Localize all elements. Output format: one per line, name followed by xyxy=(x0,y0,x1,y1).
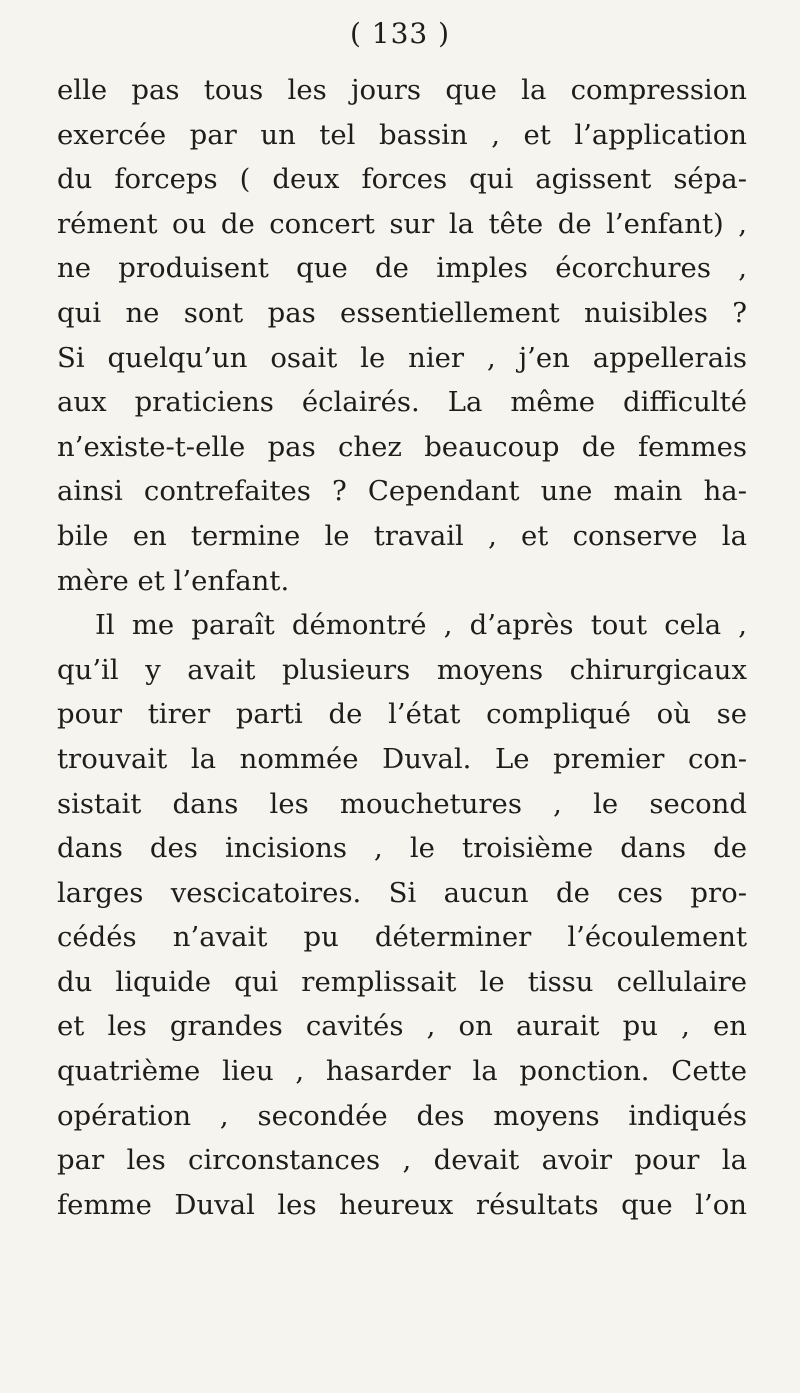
text-line: mère et l’enfant. xyxy=(57,564,290,597)
text-line: Il me paraît démontré , d’après tout cela , xyxy=(95,609,747,642)
text-line: trouvait la nommée Duval. Le premier con- xyxy=(57,742,747,775)
text-line: opération , secondée des moyens indiqués xyxy=(57,1099,747,1132)
text-line: rément ou de concert sur la tête de l’enfant) , xyxy=(57,207,747,240)
text-line: elle pas tous les jours que la compression xyxy=(57,74,747,106)
text-line: exercée par un tel bassin , et l’application xyxy=(57,118,747,151)
text-line: du forceps ( deux forces qui agissent sépa- xyxy=(57,163,747,196)
text-line: pour tirer parti de l’état compliqué où se xyxy=(57,698,747,731)
page-number: ( 133 ) xyxy=(349,17,451,50)
text-line: dans des incisions , le troisième dans de xyxy=(57,832,747,865)
body-text xyxy=(57,68,747,1227)
text-line: qu’il y avait plusieurs moyens chirurgicaux xyxy=(57,653,747,686)
text-line: n’existe-t-elle pas chez beaucoup de femmes xyxy=(57,430,747,463)
text-line: sistait dans les mouchetures , le second xyxy=(57,787,747,820)
text-line: qui ne sont pas essentiellement nuisibles ? xyxy=(57,296,747,329)
text-line: ne produisent que de imples écorchures , xyxy=(57,252,747,285)
text-line: cédés n’avait pu déterminer l’écoulement xyxy=(57,921,747,954)
text-line: aux praticiens éclairés. La même difficulté xyxy=(57,386,747,419)
text-line: larges vescicatoires. Si aucun de ces pro- xyxy=(57,876,747,909)
text-line: par les circonstances , devait avoir pour la xyxy=(57,1144,747,1177)
text-line: Si quelqu’un osait le nier , j’en appellerais xyxy=(57,341,747,374)
text-line: ainsi contrefaites ? Cependant une main ha- xyxy=(57,475,747,508)
text-line: femme Duval les heureux résultats que l’on xyxy=(57,1188,747,1221)
text-line: du liquide qui remplissait le tissu cellulaire xyxy=(57,965,747,998)
text-line: et les grandes cavités , on aurait pu , en xyxy=(57,1010,747,1043)
text-line: bile en termine le travail , et conserve la xyxy=(57,519,747,552)
text-line: quatrième lieu , hasarder la ponction. Cette xyxy=(57,1055,747,1088)
